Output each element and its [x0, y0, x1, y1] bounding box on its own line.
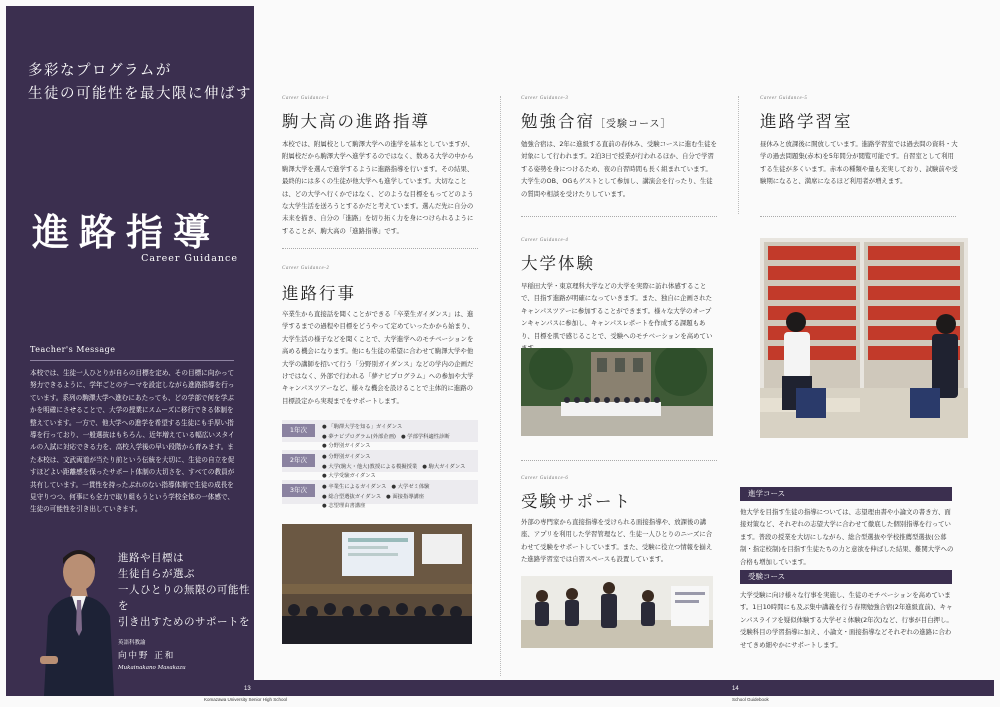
course-body: 他大学を目指す生徒の指導については、志望理由書や小論文の書き方、面接対策など、それぞれの志望大学に合わせて徹底した個別指導を行っています。普段の授業を大切にしながら、総合型選抜や学校推薦型選抜(公募制・指定校制)を目指す生徒たちの力と意欲を伸ばした結果、難関大学への合格も増加しています。	[740, 508, 954, 566]
teacher-position: 英語科教諭	[118, 640, 146, 646]
section-label: Career Guidance-1	[282, 96, 330, 101]
quote-line: 引き出すためのサポートを	[118, 616, 250, 628]
grade-tag: 3年次	[282, 484, 315, 497]
grade-item: 駒大ガイダンス	[428, 463, 466, 470]
grade-item: 「駒澤大学を知る」ガイダンス	[328, 424, 403, 430]
divider	[282, 248, 478, 249]
grade-item: 夢ナビプログラム(外部企画)	[328, 433, 396, 440]
column-divider	[738, 96, 739, 214]
grade-item: 大学受験ガイダンス	[328, 473, 376, 479]
course-heading: 受験コース	[740, 570, 952, 584]
grade-row	[282, 480, 478, 509]
divider	[760, 216, 956, 217]
teacher-name-en: Mukainakano Masakazu	[118, 665, 186, 671]
footer-school-right: School Guidebook	[732, 697, 769, 702]
quote-line: 進路や目標は	[118, 552, 184, 564]
grade-items: ● 分野別ガイダンス● 大学(駒大・他大)教授による模擬授業 ● 駒大ガイダンス● 大学受験ガイダンス	[322, 454, 466, 479]
grade-items: ● 「駒澤大学を知る」ガイダンス● 夢ナビプログラム(外部企画) ● 学部学科適性診断● 分野別ガイダンス	[322, 424, 450, 449]
page-title: 進路指導	[32, 210, 220, 254]
tagline-line-2: 生徒の可能性を最大限に伸ばす	[28, 86, 252, 102]
quote-line: 生徒自らが選ぶ	[118, 568, 195, 580]
section-body: 卒業生から直接話を聞くことができる「卒業生ガイダンス」は、進学するまでの過程や目標をどうやって定めていったかから始まり、大学生活の様子などを聞くことで、大学進学へのモチベーションを高める機会になります。他にも生徒の希望に合わせて駒澤大学や他大学の講師を招いて行う「分野別ガイダンス」などの学内の企画だけではなく、外部で行われる「夢ナビプログラム」への参加や大学キャンパスツアーなど、様々な機会を設けることで主体的に進路の目標設定から実現までをサポートします。	[282, 310, 474, 405]
grade-item: 総合型選抜ガイダンス	[328, 493, 382, 500]
page-title-en: Career Guidance	[141, 253, 238, 264]
grade-tag: 1年次	[282, 424, 315, 437]
divider	[521, 216, 717, 217]
grade-items: ● 卒業生によるガイダンス ● 大学ゼミ体験● 総合型選抜ガイダンス ● 面接指導講座● 志望理由書講座	[322, 484, 430, 509]
grade-tag: 2年次	[282, 454, 315, 467]
grade-item: 卒業生によるガイダンス	[328, 484, 387, 490]
teacher-message-heading: Teacher's Message	[30, 345, 116, 354]
section-title: 進路行事	[282, 284, 356, 303]
section-label: Career Guidance-3	[521, 96, 569, 101]
section-label: Career Guidance-4	[521, 238, 569, 243]
divider	[30, 360, 234, 361]
teacher-quote	[118, 550, 254, 630]
course-body: 大学受験に向け様々な行事を実施し、生徒のモチベーションを高めています。1日10時間にも及ぶ集中講義を行う春期勉強合宿(2年進級直前)、キャンパスライフを疑似体験する大学ゼミ体験(2年次)など、行事が目白押し。受験科目の学習指導に加え、小論文・面接指導などそれぞれの進路に合わせてきめ細やかにサポートします。	[740, 591, 953, 649]
grade-item: 志望理由書講座	[328, 503, 366, 509]
grade-item: 分野別ガイダンス	[328, 454, 371, 460]
section-body: 勉強合宿は、2年に進級する直前の春休み、受験コースに進む生徒を対象にして行われます。2泊3日で授業が行われるほか、自分で学習する姿勢を身につけるため、夜の自習時間も長く組まれています。大学生のOB、OGもゲストとして参加し、講演会を行ったり、生徒の質問や相談を受けたりしています。	[521, 140, 717, 198]
page-number-right: 14	[732, 686, 739, 692]
section-title	[521, 108, 672, 132]
section-title: 駒大高の進路指導	[282, 112, 430, 131]
grade-item: 大学ゼミ体験	[397, 484, 430, 490]
grade-item: 面接指導講座	[392, 493, 425, 500]
footer-school-left: Komazawa University Senior High School	[204, 697, 288, 702]
support-photo	[521, 576, 713, 648]
section-title: 受験サポート	[521, 492, 632, 511]
grade-row	[282, 420, 478, 449]
grade-item: 分野別ガイダンス	[328, 443, 371, 449]
tagline-line-1: 多彩なプログラムが	[28, 63, 172, 79]
section-body: 昼休みと放課後に開放しています。進路学習室では過去問の資料・大学の過去問題集(赤本)を5年間分が閲覧可能です。自習室として利用する生徒が多くいます。赤本の種類や量も充実しており、試験前や受験期になると、満席になるほど利用者が増えます。	[760, 140, 958, 186]
auditorium-photo	[282, 524, 472, 644]
grade-item: 大学(駒大・他大)教授による模擬授業	[328, 463, 418, 470]
column-divider	[500, 96, 501, 676]
course-heading: 進学コース	[740, 487, 952, 501]
section-body: 早稲田大学・東京理科大学などの大学を実際に訪れ体感することで、目指す進路が明確になっていきます。また、独自に企画されたキャンパスツアーに参加することができます。様々な大学のオープンキャンパスに参加し、キャンパスレポートを作成する課題もあり、目標を肌で感じることで、受験へのモチベーションを高めてい	[521, 282, 713, 340]
divider	[521, 460, 717, 461]
section-title-text: 勉強合宿	[521, 112, 595, 131]
teacher-name: 向中野 正和	[118, 651, 176, 661]
campus-photo	[521, 348, 713, 436]
teacher-photo	[34, 538, 124, 696]
section-label: Career Guidance-6	[521, 476, 569, 481]
quote-line: 一人ひとりの無限の可能性を	[118, 584, 250, 612]
section-title: 進路学習室	[760, 112, 853, 131]
page-number-left: 13	[244, 686, 251, 692]
section-title: 大学体験	[521, 254, 595, 273]
grade-row	[282, 450, 478, 479]
tagline	[28, 60, 252, 106]
teacher-message-body: 本校では、生徒一人ひとりが自らの目標を定め、その目標に向かって努力できるように、学年ごとのテーマを設定しながら進路指導を行っています。系列の駒澤大学へ進むにあたっても、どの学部で何を学ぶかを明確にさせることで、大学の授業にスムーズに移行できる体制を整えています。一方で、他大学への進学を希望する生徒にも手厚い指導を行っており、一般選抜はもちろん、近年増えている幅広いスタイルの入試に対応できる力を、高校入学後の早い段階から育みます。また本校は、文武両道が当たり前という伝統を大切に、生徒の自立を促すほどよい距離感を保ったサポート体制の大切さを、すべての教員が共有しています。一貫性を持ったぶれのない指導体制で生徒の成長を見守りつつ、何事にも全力で取り組もうという学校全体の一体感で、生徒の可能性を引き出していきます。	[30, 369, 235, 514]
section-body: 外部の専門家から直接指導を受けられる面接指導や、放課後の講座、アプリを利用した学習管理など、生徒一人ひとりのニーズに合わせて受験をサポートしています。また、受験に役立つ情報を揃えた進路学習室では自習スペースも設置しています。	[521, 518, 713, 564]
section-label: Career Guidance-2	[282, 266, 330, 271]
left-panel	[6, 6, 254, 696]
section-body: 本校では、附属校として駒澤大学への進学を基本としていますが、附属校だから駒澤大学へ進学するのではなく、数ある大学の中から駒澤大学を選んで進学するように進路指導を行います。その結果、最終的には多くの生徒が他大学へも進学しています。大切なことは、どの大学へ行くかではなく、どのような目標をもってどのような大学生活を送ろうとするかだと考えています。選んだ先に自分の未来を描き、自分の「進路」を切り拓く力を身につけられるようにすることが、駒大高の「進路指導」です。	[282, 140, 474, 235]
section-label: Career Guidance-5	[760, 96, 808, 101]
footer-bar	[254, 680, 994, 696]
study-room-photo	[760, 238, 968, 438]
section-title-note: ［受験コース］	[595, 119, 672, 130]
grade-item: 学部学科適性診断	[407, 433, 450, 440]
